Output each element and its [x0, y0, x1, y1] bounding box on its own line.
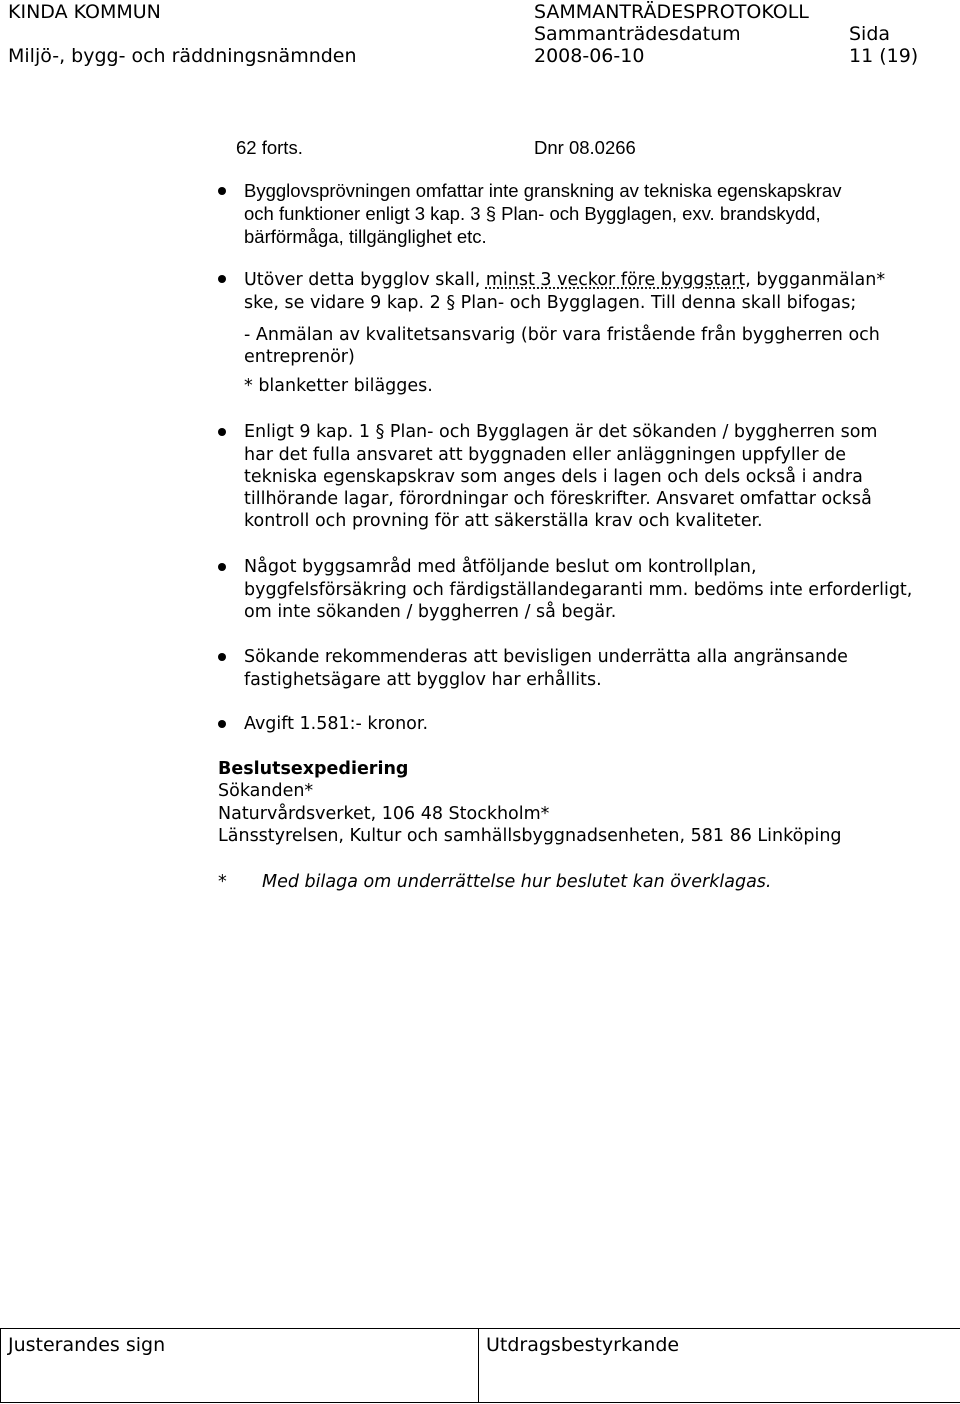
bullet-2-line-2: ske, se vidare 9 kap. 2 § Plan- och Bygglagen. Till denna skall bifogas;: [244, 293, 857, 313]
bullet-5-line-2: fastighetsägare att bygglov har erhållits.: [244, 670, 602, 690]
note-star: *: [218, 872, 227, 892]
certification-label: Utdragsbestyrkande: [486, 1334, 680, 1356]
bullet-icon: [218, 428, 226, 436]
case-number: Dnr 08.0266: [534, 137, 636, 158]
committee-name: Miljö-, bygg- och räddningsnämnden: [8, 45, 357, 67]
signature-label: Justerandes sign: [8, 1334, 166, 1356]
section-sign: §: [446, 293, 456, 313]
bullet-2-line-3: - Anmälan av kvalitetsansvarig (bör vara fristående från byggherren och: [244, 325, 880, 345]
bullet-3-line-1: Enligt 9 kap. 1 § Plan- och Bygglagen är det sökanden / byggherren som: [244, 422, 878, 442]
bullet-2-line-1: Utöver detta bygglov skall, minst 3 veckor före byggstart, bygganmälan*: [244, 270, 886, 290]
section-sign: §: [485, 203, 496, 224]
bullet-1-line-3: bärförmåga, tillgänglighet etc.: [244, 226, 487, 247]
bullet-6-line-1: Avgift 1.581:- kronor.: [244, 714, 429, 734]
paragraph-number: 62 forts.: [236, 137, 303, 158]
bullet-4-line-2: byggfelsförsäkring och färdigställandegaranti mm. bedöms inte erforderligt,: [244, 580, 913, 600]
section-sign: §: [375, 422, 385, 442]
dispatch-recipient: Naturvårdsverket, 106 48 Stockholm*: [218, 804, 550, 824]
bullet-icon: [218, 187, 226, 195]
meeting-date: 2008-06-10: [534, 45, 645, 67]
bullet-3-line-4: tillhörande lagar, förordningar och föreskrifter. Ansvaret omfattar också: [244, 489, 872, 509]
deadline-emphasis: minst 3 veckor före byggstart: [485, 270, 746, 290]
dispatch-heading: Beslutsexpediering: [218, 759, 409, 779]
bullet-icon: [218, 653, 226, 661]
dispatch-recipient: Sökanden*: [218, 781, 314, 801]
date-label: Sammanträdesdatum: [534, 23, 741, 45]
page-label: Sida: [849, 23, 891, 45]
bullet-icon: [218, 275, 226, 283]
bullet-icon: [218, 563, 226, 571]
bullet-1-line-1: Bygglovsprövningen omfattar inte granskning av tekniska egenskapskrav: [244, 180, 842, 201]
bullet-3-line-3: tekniska egenskapskrav som anges dels i lagen och dels också i andra: [244, 467, 863, 487]
bullet-5-line-1: Sökande rekommenderas att bevisligen underrätta alla angränsande: [244, 647, 848, 667]
page-number: 11 (19): [849, 45, 919, 67]
bullet-icon: [218, 720, 226, 728]
bullet-4-line-1: Något byggsamråd med åtföljande beslut om kontrollplan,: [244, 557, 757, 577]
bullet-4-line-3: om inte sökanden / byggherren / så begär.: [244, 602, 617, 622]
bullet-2-line-4: entreprenör): [244, 347, 355, 367]
doc-type: SAMMANTRÄDESPROTOKOLL: [534, 1, 809, 23]
bullet-1-line-2: och funktioner enligt 3 kap. 3 § Plan- och Bygglagen, exv. brandskydd,: [244, 203, 821, 224]
bullet-2-line-5: * blanketter bilägges.: [244, 376, 433, 396]
note-text: Med bilaga om underrättelse hur beslutet kan överklagas.: [262, 872, 772, 892]
bullet-3-line-5: kontroll och provning för att säkerställa krav och kvaliteter.: [244, 511, 763, 531]
bullet-3-line-2: har det fulla ansvaret att byggnaden eller anläggningen uppfyller de: [244, 445, 847, 465]
dispatch-recipient: Länsstyrelsen, Kultur och samhällsbyggnadsenheten, 581 86 Linköping: [218, 826, 842, 846]
org-name: KINDA KOMMUN: [8, 1, 161, 23]
